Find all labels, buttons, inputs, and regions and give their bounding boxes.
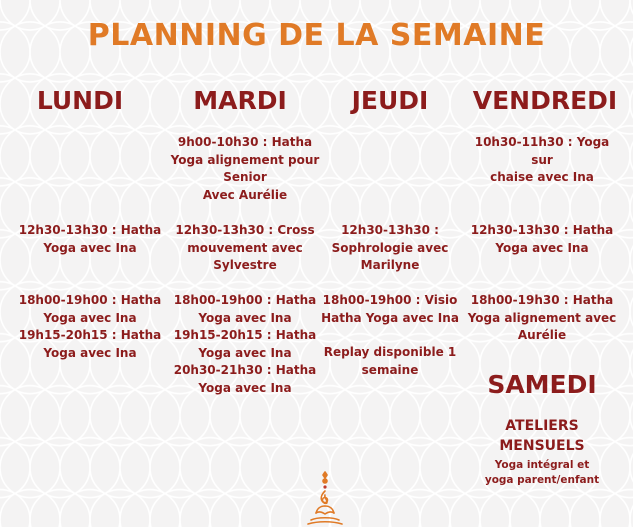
schedule-line: Hatha Yoga avec Ina <box>321 310 459 325</box>
schedule-line: Yoga alignement pour <box>170 152 320 167</box>
day-heading-samedi: SAMEDI <box>487 370 597 399</box>
samedi-detail-line: yoga parent/enfant <box>484 474 600 486</box>
schedule-lundi-evening <box>15 292 165 362</box>
page-title: PLANNING DE LA SEMAINE <box>87 18 546 53</box>
schedule-vendredi-morning <box>462 134 622 187</box>
schedule-line: 12h30-13h30 : <box>341 223 439 237</box>
schedule-line: 18h00-19h30 : Hatha <box>470 293 614 307</box>
schedule-line: 18h00-19h00 : Visio <box>322 293 458 307</box>
samedi-details <box>462 458 622 488</box>
schedule-jeudi-replay <box>315 344 465 379</box>
ateliers-line: ATELIERS <box>505 418 579 434</box>
schedule-line: Yoga avec Ina <box>198 345 292 360</box>
day-heading-jeudi: JEUDI <box>351 86 429 115</box>
schedule-line: 19h15-20h15 : Hatha <box>18 328 162 342</box>
schedule-vendredi-midday <box>462 222 622 257</box>
schedule-line: 20h30-21h30 : Hatha <box>173 363 317 377</box>
schedule-line: Avec Aurélie <box>202 187 288 202</box>
schedule-vendredi-evening <box>462 292 622 345</box>
schedule-line: Yoga avec Ina <box>198 380 292 395</box>
schedule-jeudi-midday <box>315 222 465 275</box>
schedule-line: Yoga avec Ina <box>43 310 137 325</box>
schedule-line: Yoga avec Ina <box>43 240 137 255</box>
schedule-line: Sylvestre <box>213 258 277 272</box>
schedule-line: chaise avec Ina <box>490 170 594 184</box>
ateliers-mensuels <box>462 416 622 456</box>
meditation-figure-icon <box>305 470 345 527</box>
schedule-line: Yoga avec Ina <box>198 310 292 325</box>
ateliers-line: MENSUELS <box>499 438 585 454</box>
samedi-detail-line: Yoga intégral et <box>494 459 590 471</box>
schedule-line: Aurélie <box>517 328 567 342</box>
schedule-line: Yoga alignement avec <box>467 310 617 325</box>
schedule-line: Marilyne <box>360 258 420 272</box>
schedule-line: 12h30-13h30 : Hatha <box>18 223 162 237</box>
schedule-line: semaine <box>361 362 419 377</box>
schedule-mardi-morning <box>160 134 330 204</box>
day-heading-mardi: MARDI <box>193 86 287 115</box>
schedule-line: Senior <box>223 170 267 184</box>
schedule-line: 18h00-19h00 : Hatha <box>173 293 317 307</box>
schedule-line: 10h30-11h30 : Yoga sur <box>474 135 610 167</box>
schedule-line: Sophrologie avec <box>331 240 449 255</box>
schedule-lundi-midday <box>15 222 165 257</box>
schedule-line: 18h00-19h00 : Hatha <box>18 293 162 307</box>
schedule-line: 12h30-13h30 : Cross <box>175 223 315 237</box>
schedule-jeudi-evening <box>315 292 465 327</box>
schedule-line: 12h30-13h30 : Hatha <box>470 223 614 237</box>
schedule-line: Yoga avec Ina <box>43 345 137 360</box>
schedule-line: 9h00-10h30 : Hatha <box>177 135 313 149</box>
schedule-mardi-midday <box>160 222 330 275</box>
schedule-line: mouvement avec <box>187 240 303 255</box>
schedule-line: 19h15-20h15 : Hatha <box>173 328 317 342</box>
day-heading-vendredi: VENDREDI <box>472 86 618 115</box>
schedule-mardi-evening <box>160 292 330 397</box>
schedule-line: Yoga avec Ina <box>495 240 589 255</box>
day-heading-lundi: LUNDI <box>36 86 124 115</box>
schedule-line: Replay disponible 1 <box>323 345 457 359</box>
